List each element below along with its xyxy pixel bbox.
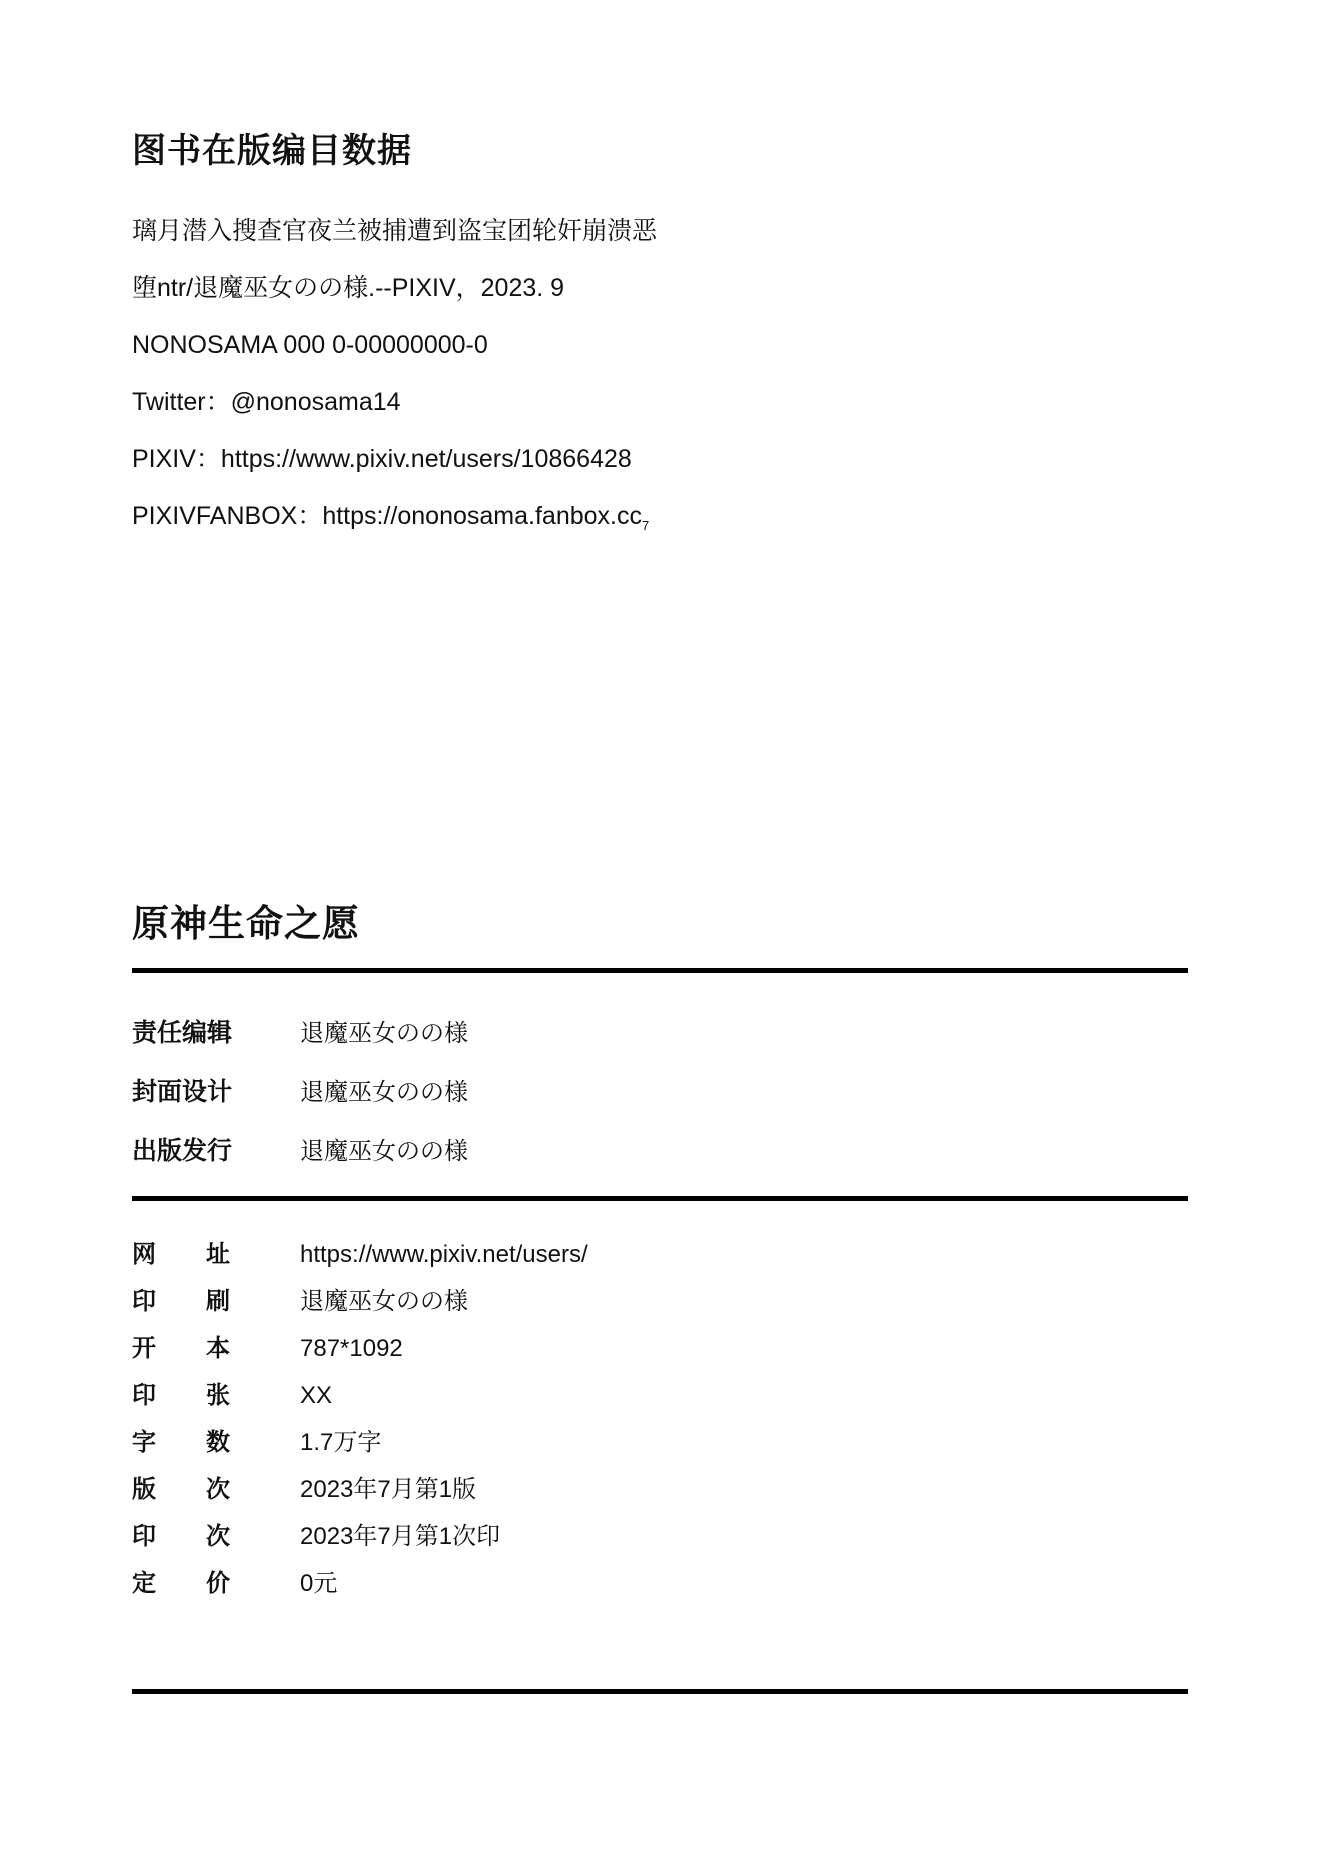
detail-value: 1.7万字 <box>300 1429 382 1456</box>
detail-value: https://www.pixiv.net/users/ <box>300 1241 588 1268</box>
credit-label: 出版发行 <box>132 1137 233 1165</box>
detail-row-website <box>132 1240 1188 1270</box>
detail-label: 字数 <box>132 1429 230 1456</box>
cip-line-isbn: NONOSAMA 000 0-00000000-0 <box>132 331 488 359</box>
cip-line-twitter: Twitter：@nonosama14 <box>132 388 401 416</box>
credit-label: 责任编辑 <box>132 1019 233 1047</box>
credit-label: 封面设计 <box>132 1078 233 1106</box>
detail-value: 2023年7月第1版 <box>300 1476 477 1503</box>
credit-value: 退魔巫女のの様 <box>300 1079 468 1106</box>
fanbox-url-text: PIXIVFANBOX：https://ononosama.fanbox.cc <box>132 502 642 530</box>
divider-top <box>132 968 1188 973</box>
detail-row-sheets <box>132 1381 1188 1411</box>
detail-label: 网址 <box>132 1241 230 1268</box>
detail-value: XX <box>300 1382 333 1409</box>
credit-row-publisher <box>132 1136 1188 1167</box>
fanbox-subscript: 7 <box>641 518 650 533</box>
cip-line-pixiv-url: PIXIV：https://www.pixiv.net/users/10866428 <box>132 445 632 473</box>
divider-bottom <box>132 1689 1188 1694</box>
cip-line-author: 堕ntr/退魔巫女のの様.--PIXIV，2023. 9 <box>132 274 565 302</box>
detail-value: 2023年7月第1次印 <box>300 1523 501 1550</box>
detail-row-word-count <box>132 1428 1188 1458</box>
cip-title: 图书在版编目数据 <box>132 132 412 170</box>
credit-value: 退魔巫女のの様 <box>300 1138 468 1165</box>
credit-row-editor <box>132 1018 1188 1049</box>
detail-value: 0元 <box>300 1570 338 1597</box>
details-list <box>132 1240 1188 1599</box>
book-title: 原神生命之愿 <box>132 903 360 944</box>
detail-row-format <box>132 1334 1188 1364</box>
cip-line-fanbox-url <box>132 501 1192 531</box>
detail-row-impression <box>132 1522 1188 1552</box>
detail-value: 787*1092 <box>300 1335 403 1362</box>
divider-middle <box>132 1196 1188 1201</box>
detail-label: 版次 <box>132 1476 230 1503</box>
detail-label: 开本 <box>132 1335 230 1362</box>
cip-line-description: 璃月潜入搜查官夜兰被捕遭到盗宝团轮奸崩溃恶 <box>132 217 658 245</box>
credits-list <box>132 1018 1188 1167</box>
detail-row-edition <box>132 1475 1188 1505</box>
colophon-section <box>132 902 1188 1694</box>
credit-row-cover-design <box>132 1077 1188 1108</box>
detail-label: 印刷 <box>132 1288 230 1315</box>
cip-section <box>132 130 1192 531</box>
detail-label: 定价 <box>132 1570 230 1597</box>
credit-value: 退魔巫女のの様 <box>300 1020 468 1047</box>
detail-label: 印次 <box>132 1523 230 1550</box>
detail-label: 印张 <box>132 1382 230 1409</box>
detail-row-printing <box>132 1287 1188 1317</box>
detail-row-price <box>132 1569 1188 1599</box>
detail-value: 退魔巫女のの様 <box>300 1288 468 1315</box>
